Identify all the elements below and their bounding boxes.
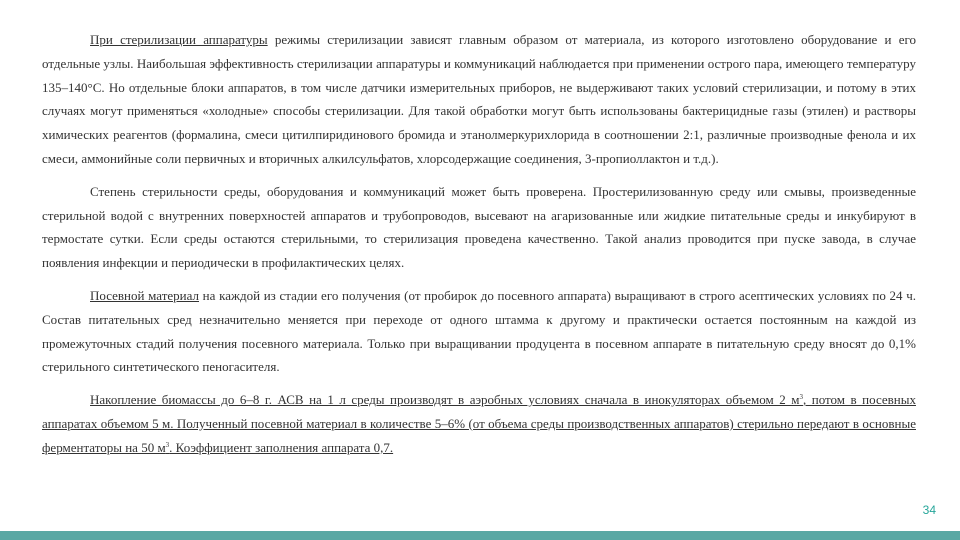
paragraph-text: Степень стерильности среды, оборудования и коммуникаций может быть проверена. Простерилизованную среду или смывы, произведенные стерильной водой с внутренних поверхностей аппаратов и трубопроводов, высевают на агаризованные или жидкие питательные среды и инкубируют в термостате сутки. Если среды остаются стерильными, то стерилизация проведена качественно. Такой анализ проводится при пуске завода, в случае появления инфекции и периодически в профилактических целях. <box>42 183 916 271</box>
superscript: 3 <box>165 440 170 449</box>
slide-body <box>42 28 916 469</box>
paragraph-seed-material <box>42 284 916 379</box>
superscript: 3 <box>799 393 803 402</box>
paragraph-text: , потом в посевных аппаратах объемом 5 м. Полученный посевной материал в количестве 5–6% (от объема среды производственных аппаратов) стерильно передают в основные ферментаторы на 50 м <box>42 392 916 455</box>
paragraph-sterility-check <box>42 180 916 275</box>
paragraph-text: режимы стерилизации зависят главным образом от материала, из которого изготовлено оборудование и его отдельные узлы. Наибольшая эффективность стерилизации аппаратуры и коммуникаций наблюдается при применении острого пара, имеющего температуру 135–140°С. Но отдельные блоки аппаратов, в том числе датчики измерительных приборов, не выдерживают таких условий стерилизации, и потому в этих случаях могут применяться «холодные» способы стерилизации. Для такой обработки могут быть использованы бактерицидные газы (этилен) и растворы химических реагентов (формалина, смеси цитилпиридинового бромида и этанолмеркурихлорида в соотношении 2:1, различные производные фенола и их смеси, аммонийные соли первичных и вторичных алкилсульфатов, хлорсодержащие соединения, 3-пропиоллактон и т.д.). <box>42 32 916 166</box>
paragraph-text: . Коэффициент заполнения аппарата 0,7. <box>169 439 394 455</box>
paragraph-sterilization <box>42 28 916 171</box>
page-number: 34 <box>922 503 936 517</box>
paragraph-lead-underlined: При стерилизации аппаратуры <box>90 32 268 47</box>
paragraph-text: на каждой из стадии его получения (от пробирок до посевного аппарата) выращивают в строго асептических условиях по 24 ч. Состав питательных сред незначительно меняется при переходе от одного штамма к другому и практически остается постоянным на каждой из промежуточных стадий получения посевного материала. Только при выращивании продуцента в посевном аппарате в питательную среду вносят до 0,1% стерильного синтетического пеногасителя. <box>42 287 916 375</box>
paragraph-biomass-accumulation <box>42 388 916 459</box>
bottom-accent-bar <box>0 531 960 540</box>
paragraph-text: Накопление биомассы до 6–8 г. АСВ на 1 л среды производят в аэробных условиях сначала в инокуляторах объемом 2 м <box>90 392 800 408</box>
paragraph-lead-underlined: Посевной материал <box>90 287 199 303</box>
